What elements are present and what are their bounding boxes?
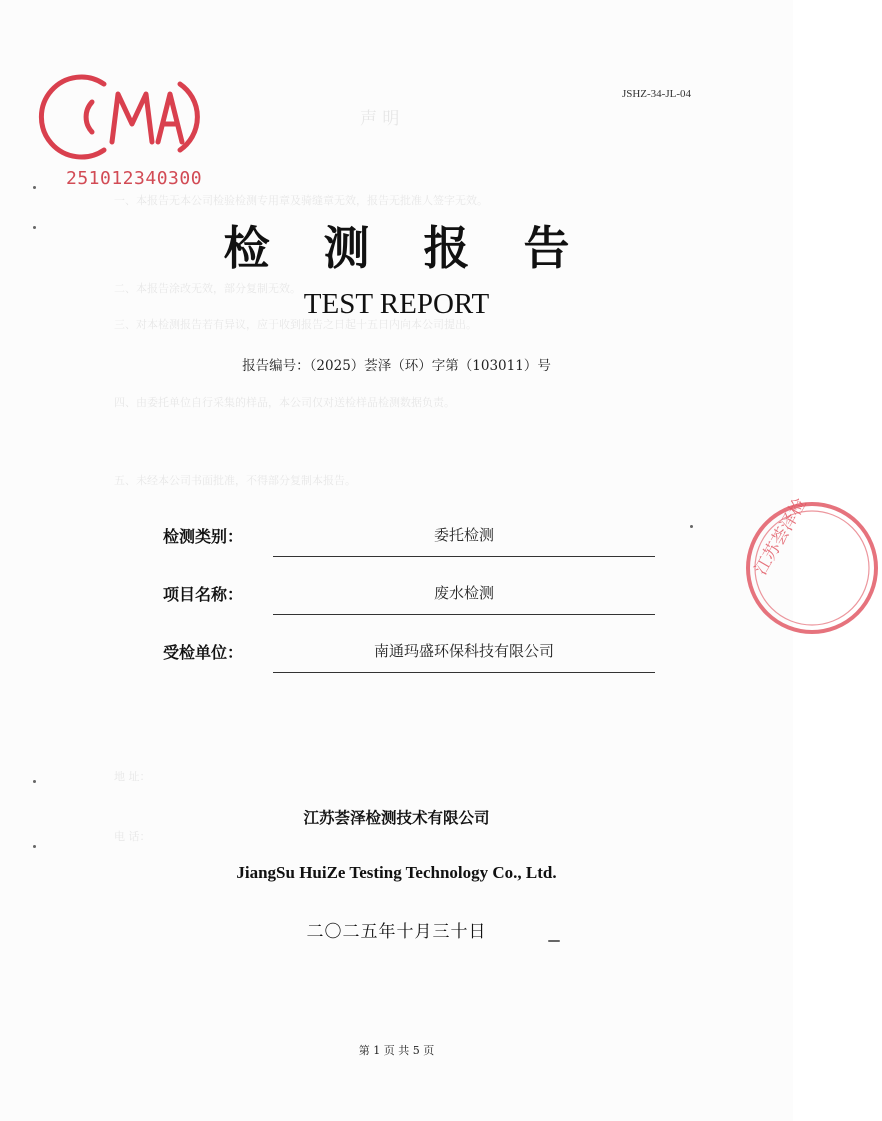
- bleed-through-text: 地 址：: [114, 770, 151, 783]
- bleed-through-text: 一、本报告无本公司检验检测专用章及骑缝章无效，报告无批准人签字无效。: [114, 194, 488, 207]
- seal-lettering: 江苏荟泽检: [751, 494, 811, 579]
- field-label: 受检单位：: [163, 643, 244, 662]
- field-value: 废水检测: [433, 584, 494, 602]
- company-name: 江苏荟泽检测技术有限公司: [303, 809, 490, 827]
- bleed-through-text: 五、未经本公司书面批准，不得部分复制本报告。: [114, 474, 356, 487]
- field-inspected-unit: [163, 636, 655, 676]
- speck: [33, 186, 36, 189]
- field-label: 项目名称：: [163, 585, 244, 604]
- speck: [33, 780, 36, 783]
- page-title-english: TEST REPORT: [303, 288, 490, 320]
- speck: [690, 525, 693, 528]
- field-project-name: [163, 578, 655, 618]
- field-underline: [273, 614, 655, 615]
- bleed-through-text: 四、由委托单位自行采集的样品，本公司仅对送检样品检测数据负责。: [114, 396, 455, 409]
- page-title: 检测报告: [223, 221, 624, 275]
- report-number: 报告编号：（2025）荟泽（环）字第（103011）号: [242, 358, 551, 374]
- bleed-through-text: 二、本报告涂改无效，部分复制无效。: [114, 282, 301, 295]
- speck: [33, 226, 36, 229]
- speck: [33, 845, 36, 848]
- field-value: 委托检测: [433, 526, 494, 544]
- bleed-through-text: 电 话：: [114, 830, 151, 843]
- cma-certificate-number: 251012340300: [66, 168, 203, 189]
- cma-logo-icon: [62, 72, 222, 162]
- bleed-through-text: 三、对本检测报告若有异议，应于收到报告之日起十五日内向本公司提出。: [114, 318, 477, 331]
- bleed-through-text: 声 明: [360, 109, 400, 129]
- field-test-category: [163, 520, 655, 560]
- field-underline: [273, 556, 655, 557]
- speck: [548, 940, 560, 942]
- company-name-english: JiangSu HuiZe Testing Technology Co., Ltd.: [236, 863, 557, 882]
- field-label: 检测类别：: [163, 527, 244, 546]
- page-footer: 第 1 页 共 5 页: [358, 1044, 435, 1057]
- field-value: 南通玛盛环保科技有限公司: [373, 642, 554, 660]
- report-date: 二〇二五年十月三十日: [306, 922, 487, 942]
- field-underline: [273, 672, 655, 673]
- document-code: JSHZ-34-JL-04: [621, 88, 691, 100]
- company-seal-icon: [742, 494, 882, 638]
